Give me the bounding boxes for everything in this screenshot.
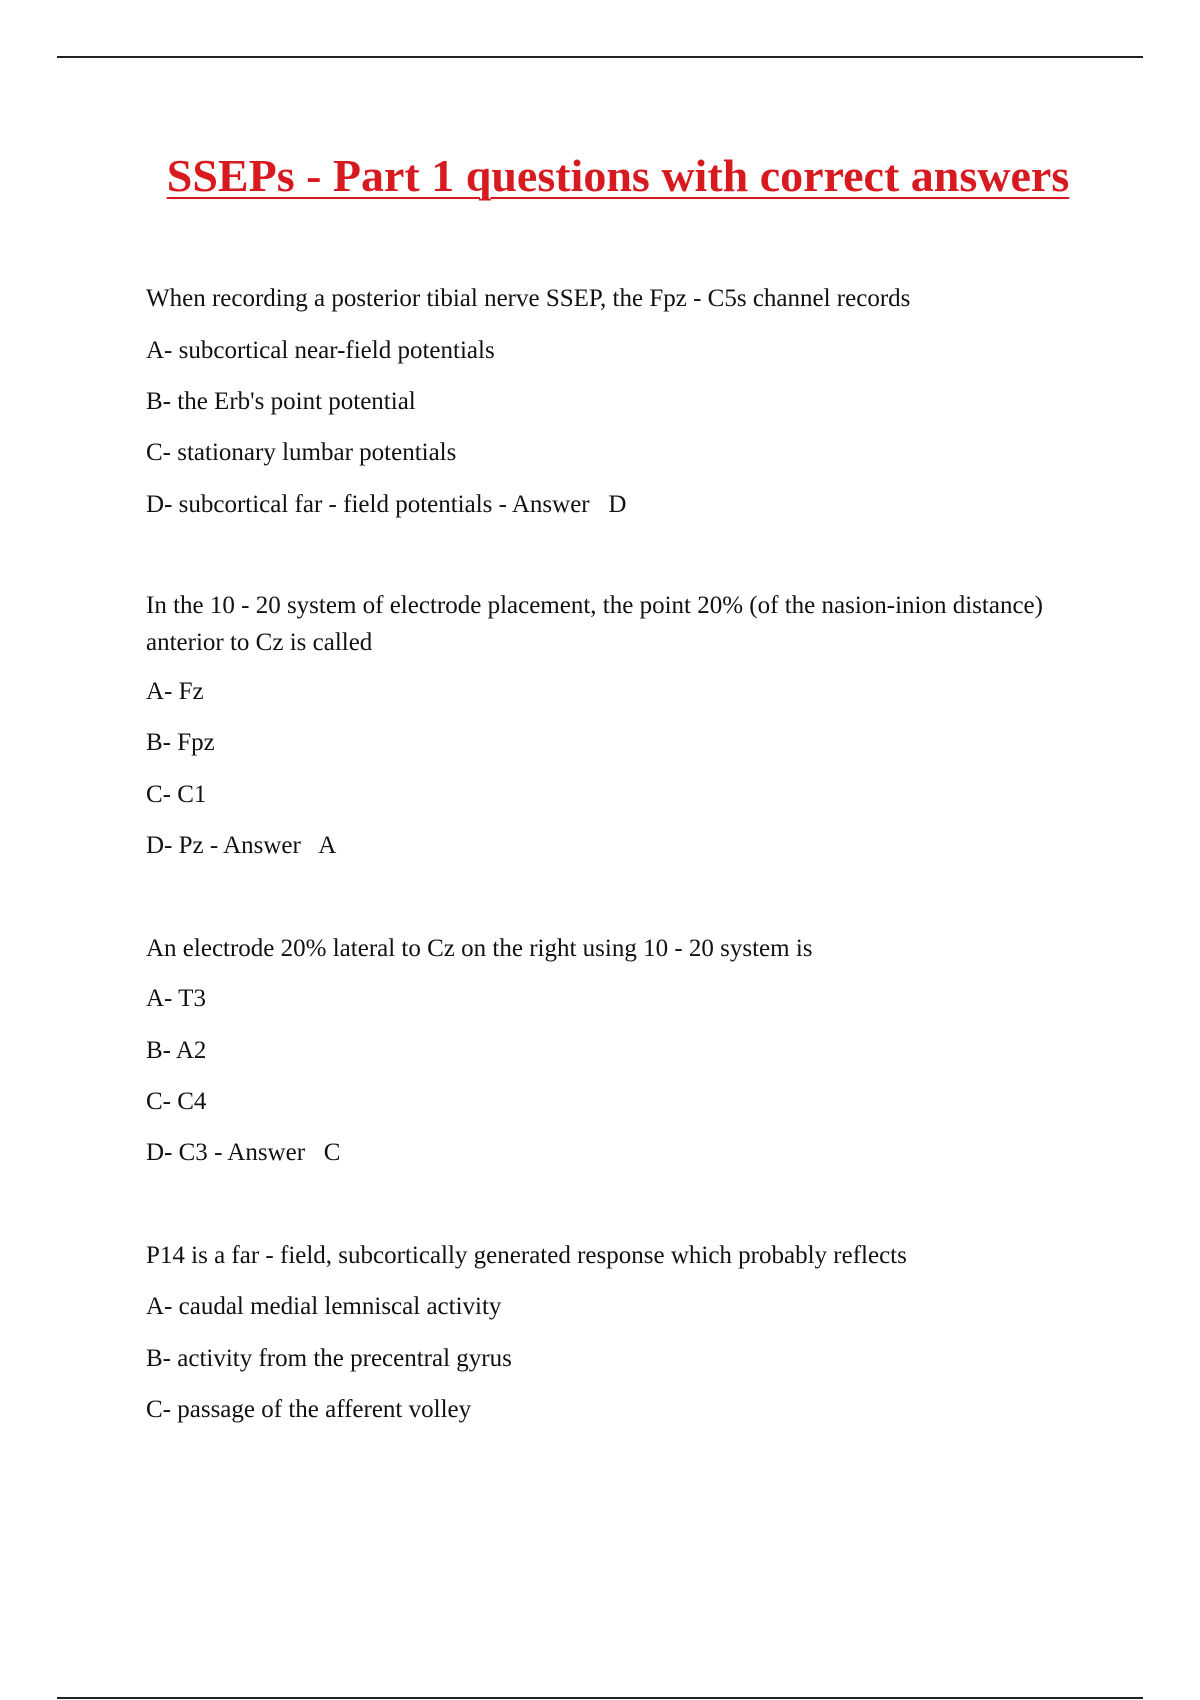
- question-3-answer: C: [323, 1139, 341, 1166]
- question-1-text: When recording a posterior tibial nerve SSEP, the Fpz - C5s channel records: [146, 285, 911, 312]
- question-1-option-c: C- stationary lumbar potentials: [146, 439, 457, 466]
- question-2-text: In the 10 - 20 system of electrode placement, the point 20% (of the nasion-inion distance) anterior to Cz is called: [146, 592, 1043, 656]
- question-3-text: An electrode 20% lateral to Cz on the right using 10 - 20 system is: [146, 935, 813, 962]
- question-2-option-a: A- Fz: [146, 678, 204, 705]
- question-3-option-b: B- A2: [146, 1037, 207, 1064]
- page-bottom-rule: [57, 1697, 1143, 1699]
- question-3-option-a: A- T3: [146, 985, 206, 1012]
- question-2-option-b: B- Fpz: [146, 729, 215, 756]
- question-2-answer: A: [318, 832, 337, 859]
- question-3-option-d: D- C3: [146, 1139, 208, 1166]
- question-4-option-b: B- activity from the precentral gyrus: [146, 1345, 512, 1372]
- question-3-answer-label: Answer: [227, 1139, 306, 1166]
- question-4-option-a: A- caudal medial lemniscal activity: [146, 1293, 502, 1320]
- question-3-option-c: C- C4: [146, 1088, 207, 1115]
- question-1-answer: D: [608, 491, 627, 518]
- question-2-option-d-line: D- Pz - Answer A: [146, 832, 337, 859]
- question-1-answer-label: Answer: [511, 491, 590, 518]
- question-3-option-d-line: D- C3 - Answer C: [146, 1139, 341, 1166]
- question-2-option-c: C- C1: [146, 781, 207, 808]
- page-title: SSEPs - Part 1 questions with correct answers: [166, 150, 1070, 201]
- question-1-option-d-line: D- subcortical far - field potentials - Answer D: [146, 491, 627, 518]
- question-1-option-b: B- the Erb's point potential: [146, 388, 416, 415]
- question-2-option-d: D- Pz: [146, 832, 204, 859]
- question-4-option-c: C- passage of the afferent volley: [146, 1396, 472, 1423]
- page-top-rule: [57, 56, 1143, 58]
- question-2-answer-label: Answer: [223, 832, 301, 859]
- question-4-text: P14 is a far - field, subcortically generated response which probably reflects: [146, 1242, 907, 1269]
- question-1-option-d: D- subcortical far - field potentials: [146, 491, 493, 518]
- question-1-option-a: A- subcortical near-field potentials: [146, 337, 495, 364]
